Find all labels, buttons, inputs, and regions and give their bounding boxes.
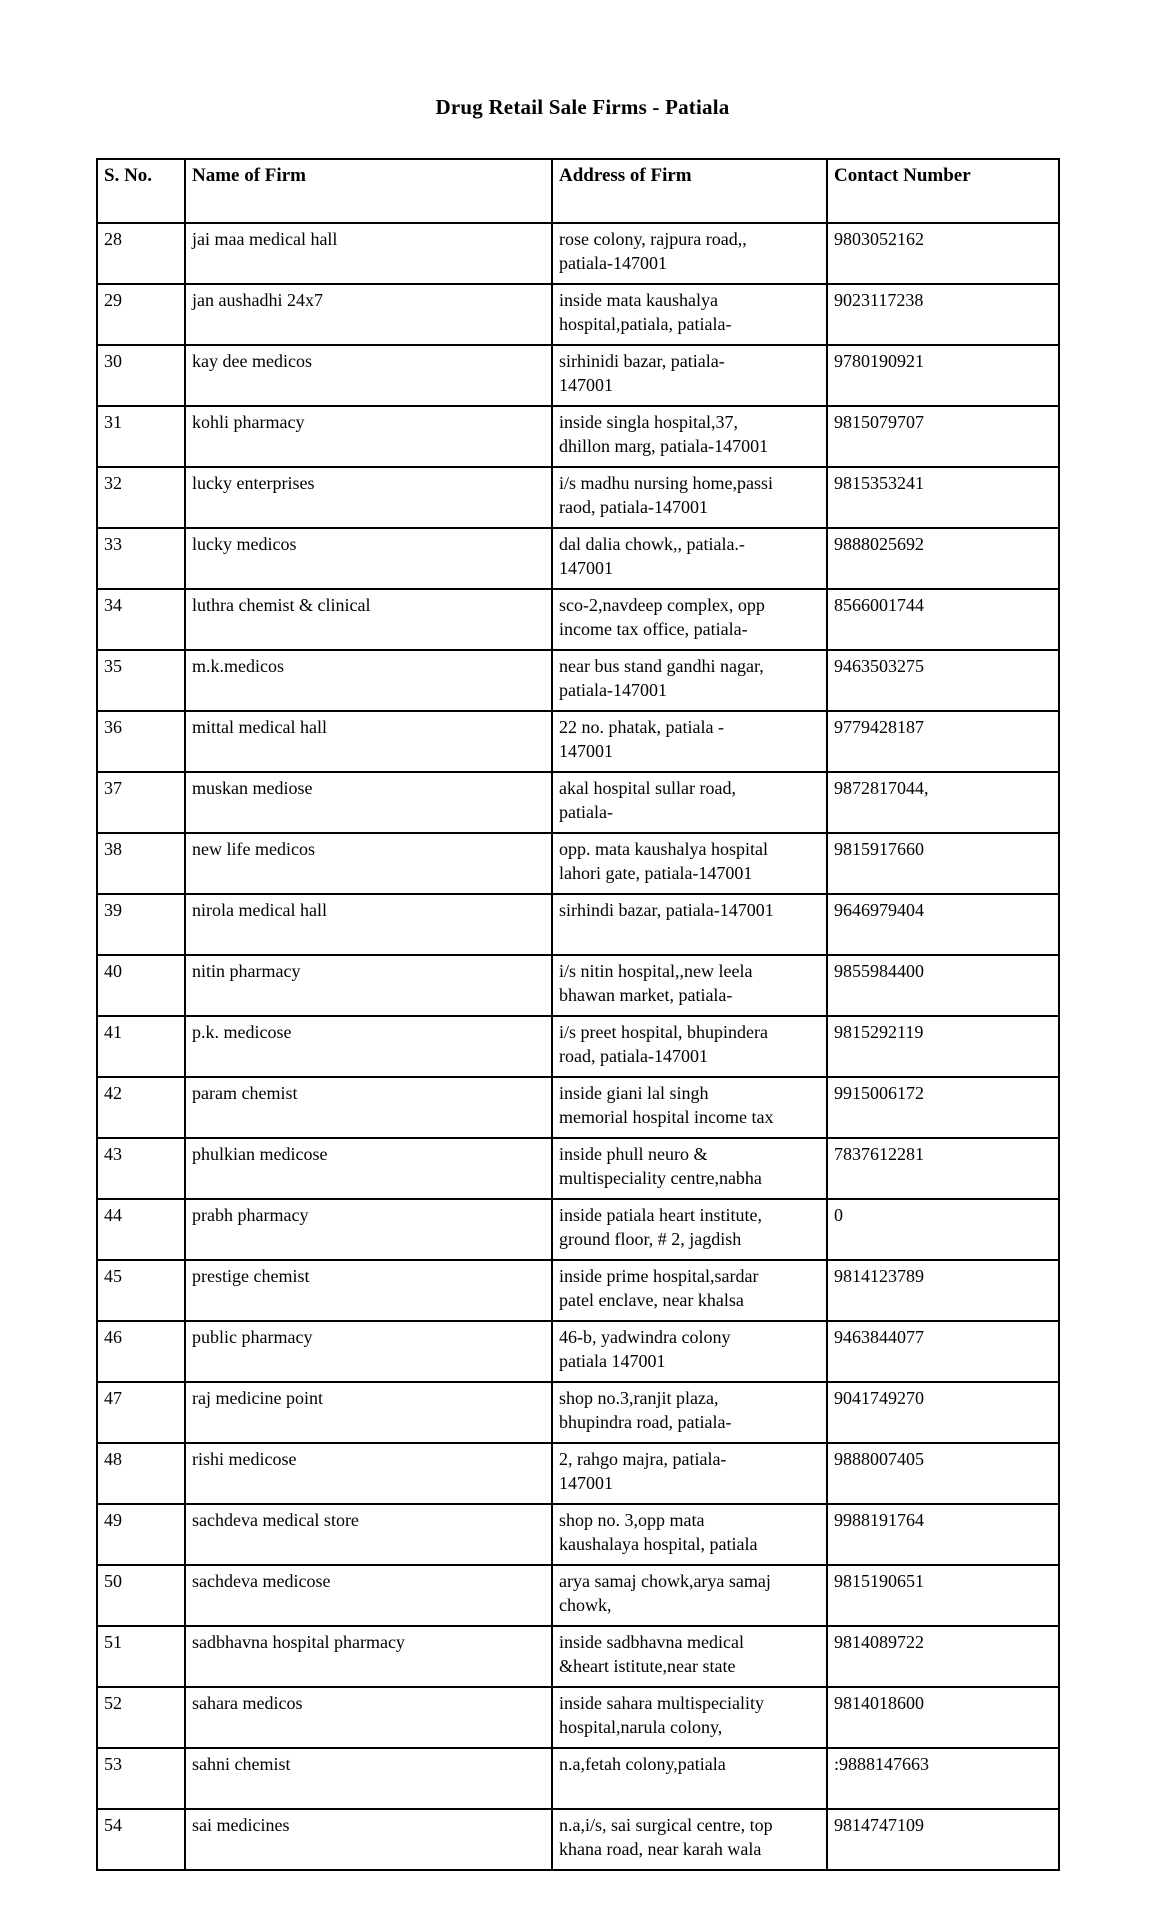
- address-line: dal dalia chowk,, patiala.-: [559, 534, 745, 554]
- address-line: inside prime hospital,sardar: [559, 1266, 759, 1286]
- cell-contact-number: 9023117238: [827, 284, 1059, 345]
- cell-firm-name: jan aushadhi 24x7: [185, 284, 552, 345]
- cell-contact-number: 9815917660: [827, 833, 1059, 894]
- address-line: hospital,narula colony,: [559, 1717, 723, 1738]
- cell-firm-name: kohli pharmacy: [185, 406, 552, 467]
- cell-firm-name: p.k. medicose: [185, 1016, 552, 1077]
- table-row: [97, 650, 1059, 711]
- cell-firm-address: [552, 1626, 827, 1687]
- address-line: &heart istitute,near state: [559, 1656, 736, 1677]
- cell-contact-number: 9855984400: [827, 955, 1059, 1016]
- cell-sno: 36: [97, 711, 185, 772]
- column-header-sno: S. No.: [97, 159, 185, 223]
- address-line: inside mata kaushalya: [559, 290, 718, 310]
- cell-firm-name: jai maa medical hall: [185, 223, 552, 284]
- table-row: [97, 955, 1059, 1016]
- address-line: bhawan market, patiala-: [559, 985, 733, 1006]
- cell-firm-address: [552, 711, 827, 772]
- address-line: inside phull neuro &: [559, 1144, 708, 1164]
- address-line: khana road, near karah wala: [559, 1839, 762, 1860]
- cell-firm-name: public pharmacy: [185, 1321, 552, 1382]
- address-line: memorial hospital income tax: [559, 1107, 774, 1128]
- table-row: [97, 1748, 1059, 1809]
- cell-firm-name: m.k.medicos: [185, 650, 552, 711]
- cell-sno: 41: [97, 1016, 185, 1077]
- table-row: [97, 345, 1059, 406]
- cell-sno: 29: [97, 284, 185, 345]
- cell-contact-number: 9988191764: [827, 1504, 1059, 1565]
- address-line: lahori gate, patiala-147001: [559, 863, 753, 884]
- table-row: [97, 284, 1059, 345]
- cell-sno: 54: [97, 1809, 185, 1870]
- cell-firm-address: [552, 1687, 827, 1748]
- address-line: ground floor, # 2, jagdish: [559, 1229, 742, 1250]
- cell-sno: 34: [97, 589, 185, 650]
- column-header-address: Address of Firm: [552, 159, 827, 223]
- table-row: [97, 1077, 1059, 1138]
- cell-firm-name: luthra chemist & clinical: [185, 589, 552, 650]
- cell-firm-address: [552, 1138, 827, 1199]
- cell-sno: 39: [97, 894, 185, 955]
- table-row: [97, 1809, 1059, 1870]
- cell-firm-name: new life medicos: [185, 833, 552, 894]
- table-row: [97, 1199, 1059, 1260]
- cell-contact-number: 9646979404: [827, 894, 1059, 955]
- cell-firm-address: [552, 650, 827, 711]
- cell-contact-number: 9463503275: [827, 650, 1059, 711]
- firms-table-container: [96, 158, 1058, 1871]
- cell-firm-address: [552, 1199, 827, 1260]
- cell-firm-name: sai medicines: [185, 1809, 552, 1870]
- address-line: dhillon marg, patiala-147001: [559, 436, 769, 457]
- address-line: inside sahara multispeciality: [559, 1693, 764, 1713]
- address-line: shop no.3,ranjit plaza,: [559, 1388, 719, 1408]
- cell-contact-number: 9815190651: [827, 1565, 1059, 1626]
- cell-sno: 31: [97, 406, 185, 467]
- address-line: 22 no. phatak, patiala -: [559, 717, 724, 737]
- cell-firm-address: [552, 1077, 827, 1138]
- cell-sno: 46: [97, 1321, 185, 1382]
- table-row: [97, 1626, 1059, 1687]
- cell-contact-number: 7837612281: [827, 1138, 1059, 1199]
- cell-contact-number: 9872817044,: [827, 772, 1059, 833]
- cell-contact-number: 8566001744: [827, 589, 1059, 650]
- address-line: patiala 147001: [559, 1351, 666, 1372]
- table-row: [97, 528, 1059, 589]
- address-line: 147001: [559, 741, 613, 762]
- cell-firm-address: [552, 1748, 827, 1809]
- table-row: [97, 1687, 1059, 1748]
- address-line: 147001: [559, 375, 613, 396]
- table-row: [97, 1382, 1059, 1443]
- address-line: multispeciality centre,nabha: [559, 1168, 762, 1189]
- address-line: near bus stand gandhi nagar,: [559, 656, 764, 676]
- cell-firm-name: raj medicine point: [185, 1382, 552, 1443]
- cell-sno: 35: [97, 650, 185, 711]
- cell-firm-name: muskan mediose: [185, 772, 552, 833]
- table-row: [97, 467, 1059, 528]
- cell-contact-number: 9041749270: [827, 1382, 1059, 1443]
- cell-firm-name: prabh pharmacy: [185, 1199, 552, 1260]
- cell-firm-address: [552, 284, 827, 345]
- cell-sno: 47: [97, 1382, 185, 1443]
- page-title: Drug Retail Sale Firms - Patiala: [435, 95, 730, 119]
- cell-firm-name: nitin pharmacy: [185, 955, 552, 1016]
- address-line: bhupindra road, patiala-: [559, 1412, 732, 1433]
- cell-firm-name: sachdeva medicose: [185, 1565, 552, 1626]
- table-header-row: [97, 159, 1059, 223]
- cell-sno: 32: [97, 467, 185, 528]
- cell-contact-number: :9888147663: [827, 1748, 1059, 1809]
- table-row: [97, 1565, 1059, 1626]
- address-line: shop no. 3,opp mata: [559, 1510, 705, 1530]
- address-line: inside sadbhavna medical: [559, 1632, 744, 1652]
- table-row: [97, 711, 1059, 772]
- address-line: arya samaj chowk,arya samaj: [559, 1571, 771, 1591]
- cell-sno: 30: [97, 345, 185, 406]
- cell-sno: 42: [97, 1077, 185, 1138]
- table-row: [97, 1321, 1059, 1382]
- table-row: [97, 1260, 1059, 1321]
- cell-firm-name: sadbhavna hospital pharmacy: [185, 1626, 552, 1687]
- cell-firm-address: [552, 1321, 827, 1382]
- cell-firm-name: param chemist: [185, 1077, 552, 1138]
- cell-contact-number: 9888025692: [827, 528, 1059, 589]
- cell-sno: 45: [97, 1260, 185, 1321]
- table-row: [97, 406, 1059, 467]
- table-row: [97, 223, 1059, 284]
- table-row: [97, 894, 1059, 955]
- address-line: income tax office, patiala-: [559, 619, 748, 640]
- cell-sno: 53: [97, 1748, 185, 1809]
- cell-sno: 43: [97, 1138, 185, 1199]
- address-line: kaushalaya hospital, patiala: [559, 1534, 758, 1555]
- table-row: [97, 589, 1059, 650]
- table-row: [97, 772, 1059, 833]
- cell-firm-address: [552, 1382, 827, 1443]
- cell-firm-address: [552, 894, 827, 955]
- column-header-phone: Contact Number: [827, 159, 1059, 223]
- cell-firm-name: kay dee medicos: [185, 345, 552, 406]
- cell-sno: 40: [97, 955, 185, 1016]
- address-line: sco-2,navdeep complex, opp: [559, 595, 765, 615]
- address-line: n.a,i/s, sai surgical centre, top: [559, 1815, 773, 1835]
- cell-firm-name: nirola medical hall: [185, 894, 552, 955]
- cell-sno: 28: [97, 223, 185, 284]
- table-row: [97, 1138, 1059, 1199]
- address-line: inside patiala heart institute,: [559, 1205, 762, 1225]
- address-line: inside giani lal singh: [559, 1083, 709, 1103]
- table-header: [97, 159, 1059, 223]
- address-line: sirhinidi bazar, patiala-: [559, 351, 725, 371]
- address-line: 46-b, yadwindra colony: [559, 1327, 731, 1347]
- cell-firm-name: sachdeva medical store: [185, 1504, 552, 1565]
- address-line: 2, rahgo majra, patiala-: [559, 1449, 727, 1469]
- cell-contact-number: 9915006172: [827, 1077, 1059, 1138]
- cell-firm-name: mittal medical hall: [185, 711, 552, 772]
- cell-contact-number: 9780190921: [827, 345, 1059, 406]
- cell-firm-name: lucky medicos: [185, 528, 552, 589]
- address-line: patiala-: [559, 802, 613, 823]
- cell-sno: 37: [97, 772, 185, 833]
- cell-sno: 49: [97, 1504, 185, 1565]
- cell-firm-name: sahni chemist: [185, 1748, 552, 1809]
- cell-sno: 48: [97, 1443, 185, 1504]
- cell-contact-number: 9779428187: [827, 711, 1059, 772]
- address-line: i/s madhu nursing home,passi: [559, 473, 773, 493]
- cell-firm-address: [552, 589, 827, 650]
- address-line: akal hospital sullar road,: [559, 778, 736, 798]
- table-row: [97, 1504, 1059, 1565]
- address-line: patiala-147001: [559, 253, 667, 274]
- address-line: i/s nitin hospital,,new leela: [559, 961, 753, 981]
- cell-contact-number: 0: [827, 1199, 1059, 1260]
- address-line: opp. mata kaushalya hospital: [559, 839, 768, 859]
- cell-firm-address: [552, 1809, 827, 1870]
- cell-contact-number: 9814123789: [827, 1260, 1059, 1321]
- cell-sno: 38: [97, 833, 185, 894]
- cell-firm-name: prestige chemist: [185, 1260, 552, 1321]
- address-line: sirhindi bazar, patiala-147001: [559, 900, 774, 920]
- cell-firm-address: [552, 528, 827, 589]
- address-line: hospital,patiala, patiala-: [559, 314, 732, 335]
- address-line: i/s preet hospital, bhupindera: [559, 1022, 768, 1042]
- cell-firm-address: [552, 1565, 827, 1626]
- cell-firm-address: [552, 467, 827, 528]
- table-row: [97, 1016, 1059, 1077]
- cell-contact-number: 9814018600: [827, 1687, 1059, 1748]
- address-line: chowk,: [559, 1595, 612, 1616]
- cell-contact-number: 9815292119: [827, 1016, 1059, 1077]
- cell-firm-address: [552, 955, 827, 1016]
- cell-contact-number: 9803052162: [827, 223, 1059, 284]
- cell-firm-name: rishi medicose: [185, 1443, 552, 1504]
- cell-firm-address: [552, 1016, 827, 1077]
- cell-contact-number: 9815353241: [827, 467, 1059, 528]
- cell-contact-number: 9463844077: [827, 1321, 1059, 1382]
- cell-sno: 44: [97, 1199, 185, 1260]
- table-row: [97, 833, 1059, 894]
- address-line: patel enclave, near khalsa: [559, 1290, 744, 1311]
- cell-firm-address: [552, 1260, 827, 1321]
- table-row: [97, 1443, 1059, 1504]
- cell-firm-address: [552, 406, 827, 467]
- drug-retail-firms-table: [96, 158, 1060, 1871]
- cell-firm-address: [552, 345, 827, 406]
- cell-firm-name: phulkian medicose: [185, 1138, 552, 1199]
- cell-contact-number: 9888007405: [827, 1443, 1059, 1504]
- address-line: n.a,fetah colony,patiala: [559, 1754, 726, 1774]
- table-body: [97, 223, 1059, 1870]
- cell-firm-address: [552, 833, 827, 894]
- address-line: patiala-147001: [559, 680, 667, 701]
- cell-sno: 52: [97, 1687, 185, 1748]
- address-line: 147001: [559, 1473, 613, 1494]
- address-line: rose colony, rajpura road,,: [559, 229, 747, 249]
- address-line: 147001: [559, 558, 613, 579]
- cell-firm-address: [552, 772, 827, 833]
- address-line: inside singla hospital,37,: [559, 412, 738, 432]
- cell-firm-name: lucky enterprises: [185, 467, 552, 528]
- cell-firm-address: [552, 1504, 827, 1565]
- cell-contact-number: 9814747109: [827, 1809, 1059, 1870]
- cell-contact-number: 9814089722: [827, 1626, 1059, 1687]
- cell-sno: 51: [97, 1626, 185, 1687]
- cell-firm-address: [552, 223, 827, 284]
- address-line: raod, patiala-147001: [559, 497, 708, 518]
- address-line: road, patiala-147001: [559, 1046, 708, 1067]
- cell-sno: 33: [97, 528, 185, 589]
- cell-sno: 50: [97, 1565, 185, 1626]
- cell-firm-name: sahara medicos: [185, 1687, 552, 1748]
- column-header-name: Name of Firm: [185, 159, 552, 223]
- cell-firm-address: [552, 1443, 827, 1504]
- cell-contact-number: 9815079707: [827, 406, 1059, 467]
